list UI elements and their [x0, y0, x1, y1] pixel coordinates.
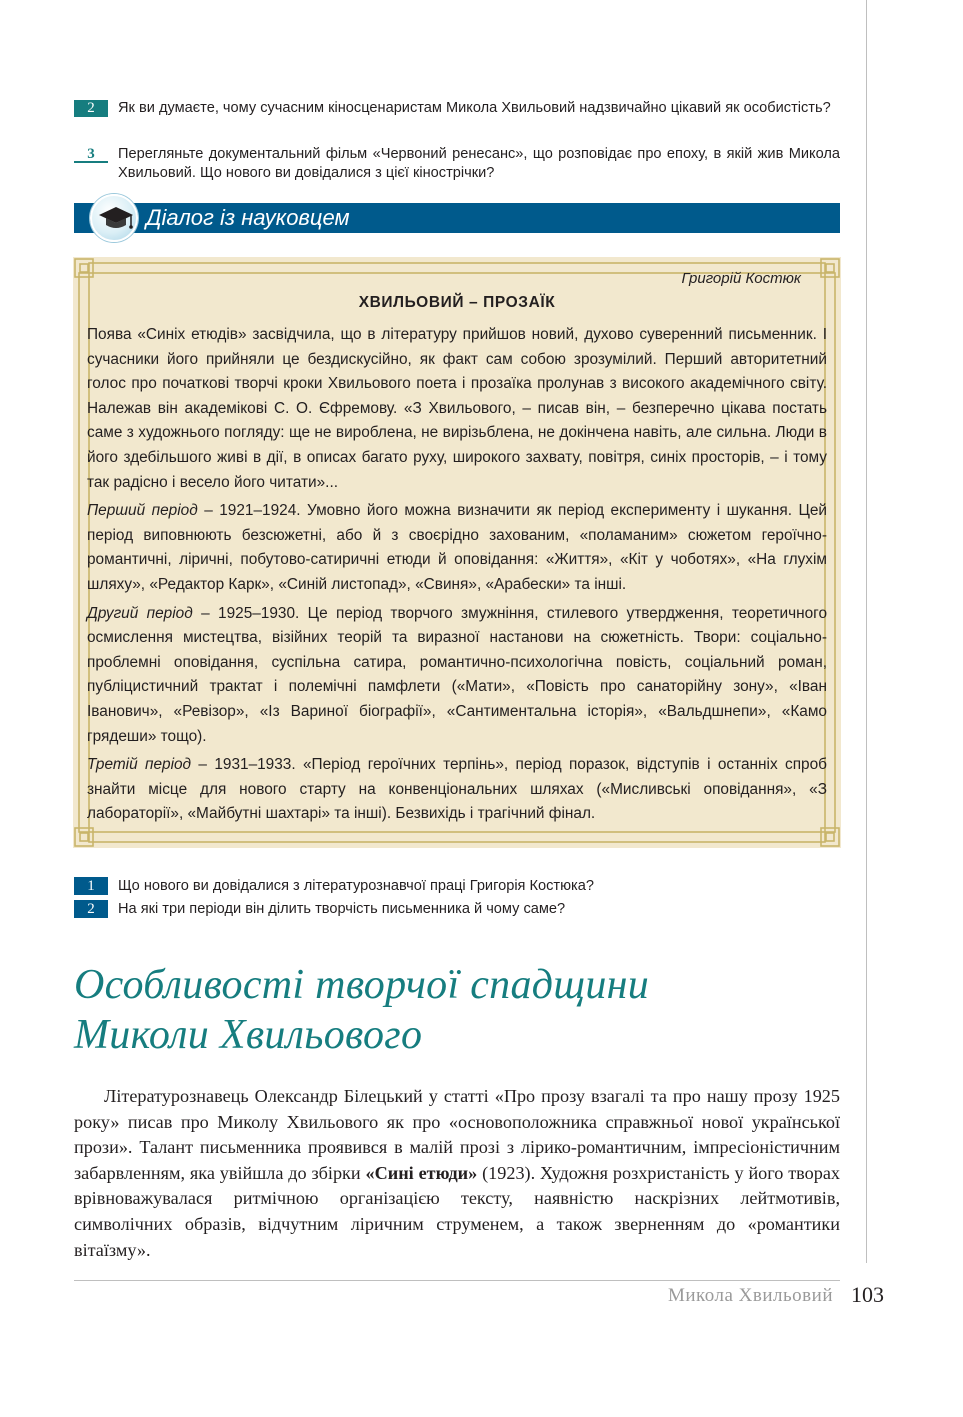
period-label: Перший період	[87, 502, 198, 520]
quote-author: Григорій Костюк	[681, 270, 801, 287]
banner-title: Діалог із науковцем	[146, 205, 350, 230]
running-footer: Микола Хвильовий	[667, 1285, 833, 1306]
quote-paragraph	[87, 753, 827, 827]
scholar-quote-box	[73, 257, 841, 848]
section-heading	[74, 960, 649, 1060]
paragraph-text: (1923). Художня розхристаність у його творах врівноважувалася ритмічною організацією тексту, наявністю наскрізних лейтмотивів, символічних образів, відчутним ліричним струменем, а також зверненням до «романтики вітаїзму».	[74, 1162, 840, 1260]
page-number: 103	[851, 1282, 884, 1307]
period-label: Третій період	[87, 756, 192, 774]
period-text: – 1925–1930. Це період творчого змужніння, стилевого утвердження, теоретичного осмислення мистецтва, візійних теорій та виразної настанови на сюжетність. Твори: соціально-проблемні оповідання, суспільна сатира, романтично-психологічна повість, соціальний роман, публіцистичний трактат і полемічні памфлети («Мати», «Повість про санаторійну зону», «Іван Іванович», «Ревізор», «Із Вариної біографії», «Сантиментальна історія», «Вальдшнепи», «Камо грядеши» тощо).	[87, 604, 827, 745]
heading-line: Миколи Хвильового	[74, 1012, 423, 1058]
question-item	[74, 900, 840, 919]
question-number: 2	[74, 100, 108, 117]
graduation-cap-icon	[90, 194, 138, 242]
question-item	[74, 145, 840, 183]
period-label: Другий період	[87, 604, 193, 622]
footer-divider	[74, 1280, 840, 1281]
section-banner	[74, 203, 840, 233]
book-title: «Сині етюди»	[365, 1162, 478, 1183]
period-text: – 1921–1924. Умовно його можна визначити як період експерименту і шукання. Цей період виповнюють безсюжетні, або й з своєрідно захованим, «поламаним» сюжетом героїчно-романтичні, ліричні, побутово-сатиричні етюди й оповідання: «Життя», «Кіт у чоботях», «На глухім шляху», «Редактор Карк», «Синій листопад», «Свиня», «Арабески» та інші.	[87, 502, 827, 593]
question-number: 3	[74, 146, 108, 163]
period-text: – 1931–1933. «Період героїчних терпінь», період поразок, відступів і останніх спроб знайти місце для нового старту на конвенціональних шляхах («Мисливські оповідання», «З лабораторії», «Майбутні шахтарі» та інші). Безвихідь і трагічний фінал.	[87, 756, 827, 823]
question-item	[74, 877, 840, 896]
question-item	[74, 99, 840, 118]
question-text: На які три періоди він ділить творчість письменника й чому саме?	[118, 901, 566, 917]
quote-paragraph: Поява «Синіх етюдів» засвідчила, що в літературу прийшов новий, духово суверенний письменник. І сучасники його прийняли це бездискусійно, як факт сам собою зрозумілий. Перший авторитетний голос про початкові творчі кроки Хвильового поета і прозаїка пролунав з високого академічного світу. Належав він академікові С. О. Єфремову. «З Хвильового, – писав він, – безперечно цікава постать саме з художнього погляду: ще не вироблена, не вирізьблена, не докінчена навіть, але сильна. Люди в його здебільшого живі в дії, в описах багато руху, широкого захвату, повітря, синіх просторів, – і тому так радісно і весело його читати»...	[87, 326, 827, 491]
quote-body	[87, 323, 827, 831]
question-number: 2	[74, 900, 108, 918]
quote-title: ХВИЛЬОВИЙ – ПРОЗАЇК	[358, 294, 556, 311]
heading-line: Особливості творчої спадщини	[74, 962, 650, 1008]
quote-paragraph	[87, 602, 827, 750]
page-margin-line	[866, 0, 867, 1263]
question-number: 1	[74, 877, 108, 895]
question-text: Як ви думаєте, чому сучасним кіносценаристам Микола Хвильовий надзвичайно цікавий як особистість?	[118, 100, 831, 116]
quote-paragraph	[87, 499, 827, 597]
question-text: Що нового ви довідалися з літературознавчої праці Григорія Костюка?	[118, 878, 594, 894]
paragraph-text: Літературознавець Олександр Білецький у статті «Про прозу взагалі та про нашу прозу 1925 року» писав про Миколу Хвильового як про «основоположника справжньої нової української прози». Талант письменника проявився в малій прозі з лірико-романтичним, імпресіоністичним забарвленням, яка увійшла до збірки	[74, 1086, 840, 1183]
main-paragraph	[74, 1084, 840, 1263]
question-text: Перегляньте документальний фільм «Червоний ренесанс», що розповідає про епоху, в якій жив Микола Хвильовий. Що нового ви довідалися з цієї кінострічки?	[118, 146, 840, 181]
